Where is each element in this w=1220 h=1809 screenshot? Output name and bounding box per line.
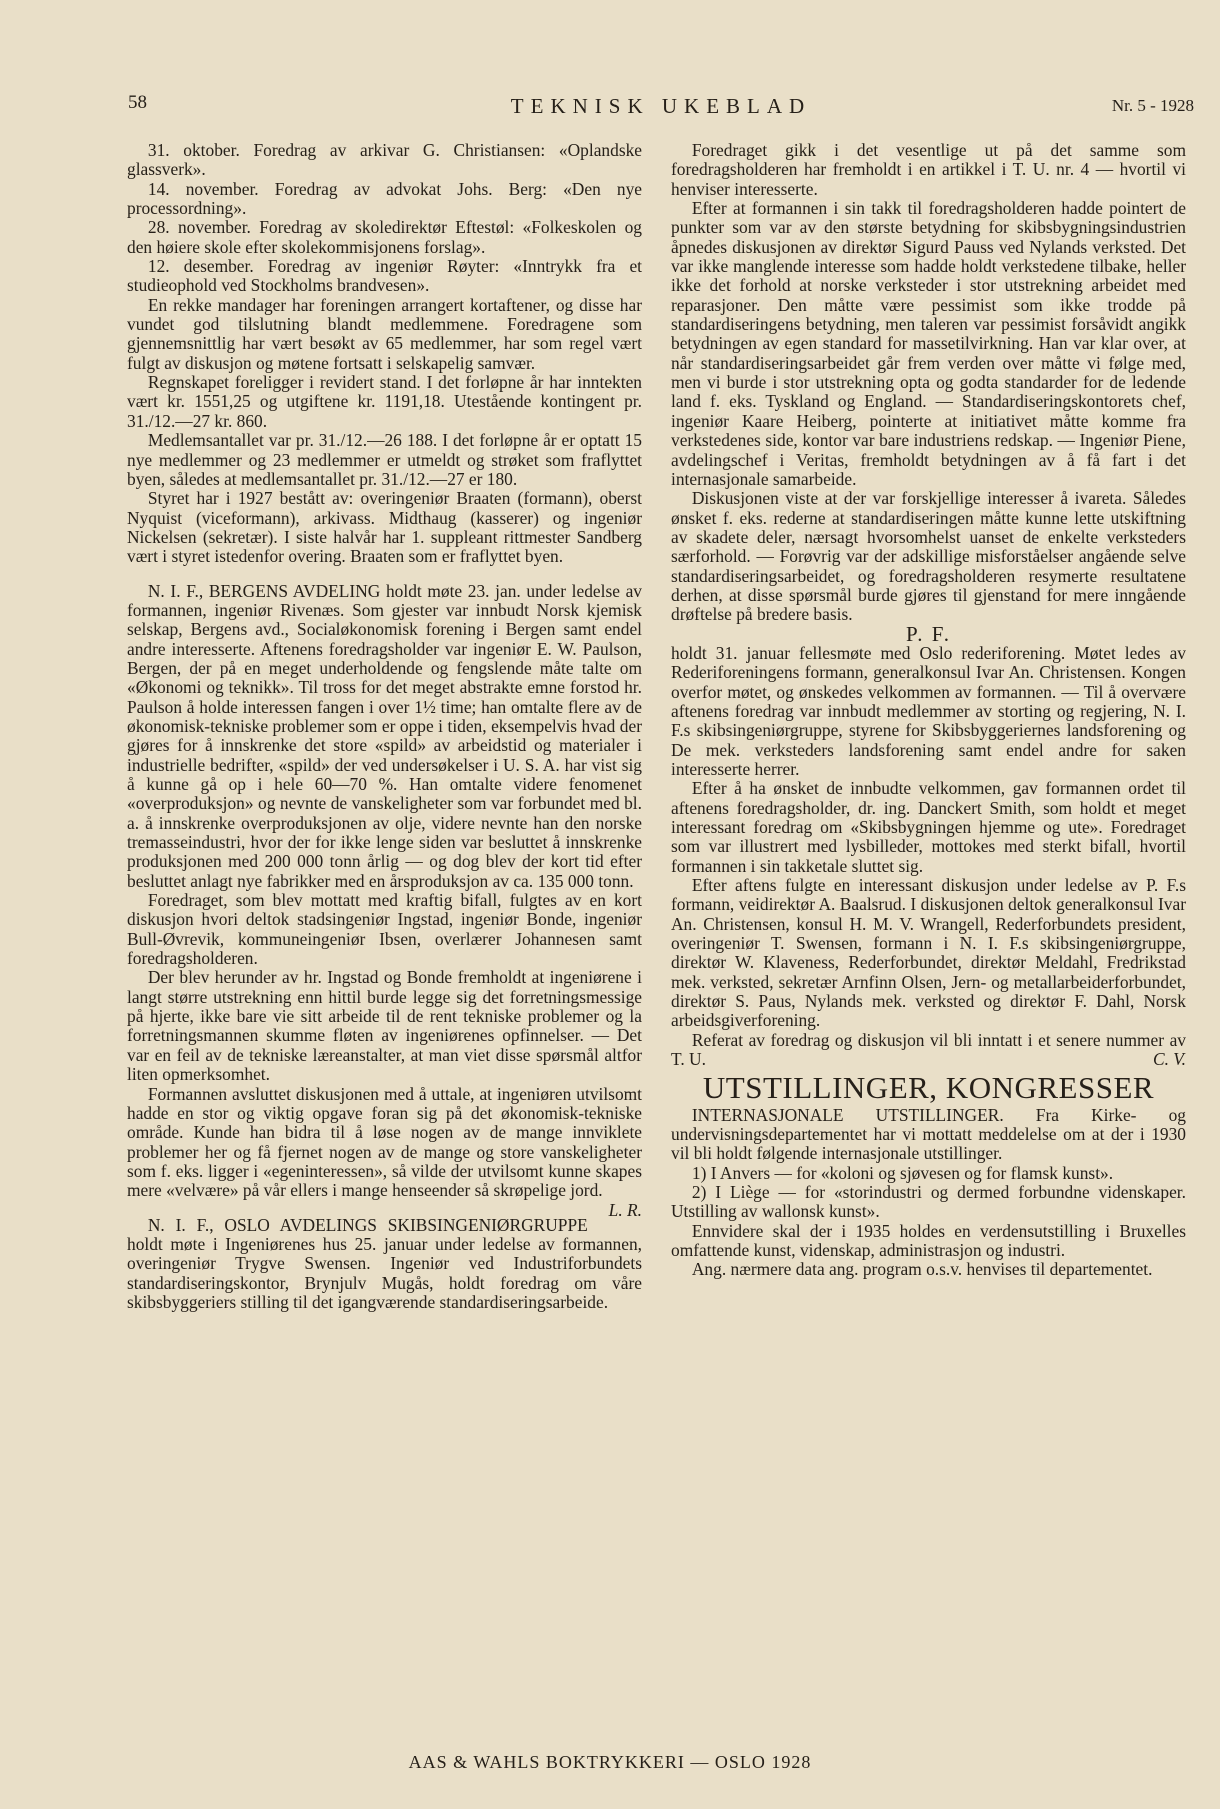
- paragraph: Efter å ha ønsket de innbudte velkommen, gav formannen ordet til aftenens foredragsholder, dr. ing. Danckert Smith, som holdt et meget interessant foredrag om «Skibsbygningen hjemme og ute». Foredraget som var illustrert med lysbilleder, mottokes med sterkt bifall, hvortil formannen i sin takketale sluttet sig.: [671, 778, 1186, 876]
- paragraph: En rekke mandager har foreningen arrangert kortaftener, og disse har vundet god tilslutning blandt medlemmene. Foredragene som gjennemsnittlig har vært besøkt av 65 medlemmer, har som regel vært fulgt av diskusjon og møtene fortsatt i selskapelig samvær.: [127, 294, 642, 373]
- paragraph: Foredraget gikk i det vesentlige ut på det samme som foredragsholderen har fremholdt i en artikkel i T. U. nr. 4 — hvortil vi henviser interesserte.: [671, 140, 1186, 199]
- page-header: [128, 92, 1194, 124]
- paragraph: Ennvidere skal der i 1935 holdes en verdensutstilling i Bruxelles omfattende kunst, videnskap, administrasjon og industri.: [671, 1220, 1186, 1260]
- paragraph: N. I. F., OSLO AVDELINGS SKIBSINGENIØRGRUPPE holdt møte i Ingeniørenes hus 25. januar under ledelse av formannen, overingeniør Trygve Swensen. Ingeniør ved Industriforbundets standardiseringskontor, Brynjulv Mugås, holdt foredrag om våre skibsbyggeriers stilling til det igangværende standardiseringsarbeide.: [127, 1214, 642, 1312]
- paragraph-text: Referat av foredrag og diskusjon vil bli inntatt i et senere nummer av T. U.: [671, 1029, 1186, 1070]
- paragraph: 2) I Liège — for «storindustri og dermed forbundne videnskaper. Utstilling av wallonsk kunst».: [671, 1181, 1186, 1222]
- paragraph: 1) I Anvers — for «koloni og sjøvesen og for flamsk kunst».: [691, 1162, 1114, 1183]
- paragraph: INTERNASJONALE UTSTILLINGER. Fra Kirke- og undervisningsdepartementet har vi mottatt meddelelse om at der i 1930 vil bli holdt følgende internasjonale utstillinger.: [671, 1104, 1186, 1164]
- paragraph: Der blev herunder av hr. Ingstad og Bonde fremholdt at ingeniørene i langt større utstrekning enn hittil burde legge sig det forretningsmessige på hjerte, ikke bare vie sitt arbeide til de rent tekniske problemer og la forretningsmannen skumme fløten av ingeniørenes opfinnelser. — Det var en feil av de tekniske læreanstalter, at man viet disse spørsmål altfor liten opmerksomhet.: [127, 967, 642, 1085]
- right-column: [671, 141, 1186, 1280]
- page-number: 58: [128, 92, 147, 113]
- printer-footer: AAS & WAHLS BOKTRYKKERI — OSLO 1928: [408, 1752, 812, 1772]
- paragraph: 12. desember. Foredrag av ingeniør Røyter: «Inntrykk fra et studieophold ved Stockholms brandvesen».: [127, 256, 642, 296]
- author-signature: C. V.: [1152, 1049, 1186, 1070]
- paragraph-with-signature: [127, 1083, 642, 1220]
- section-title: UTSTILLINGER, KONGRESSER: [702, 1069, 1155, 1105]
- author-signature: L. R.: [608, 1199, 642, 1220]
- paragraph: Foredraget, som blev mottatt med kraftig bifall, fulgtes av en kort diskusjon hvori deltok stadsingeniør Ingstad, ingeniør Bonde, ingeniør Bull-Øvrevik, kommuneingeniør Ibsen, overlærer Johannesen samt foredragsholderen.: [127, 890, 642, 969]
- section-heading: P. F.: [905, 621, 952, 646]
- paragraph: Regnskapet foreligger i revidert stand. I det forløpne år har inntekten vært kr. 1551,25 og utgiftene kr. 1191,18. Utestående kontingent pr. 31./12.—27 kr. 860.: [127, 372, 642, 431]
- paragraph: Efter aftens fulgte en interessant diskusjon under ledelse av P. F.s formann, veidirektør A. Baalsrud. I diskusjonen deltok generalkonsul Ivar An. Christensen, konsul H. M. V. Wrangell, Rederforbundets president, overingeniør T. Swensen, formann i N. I. F.s skibsingeniørgruppe, direktør W. Klaveness, Rederforbundet, direktør Meldahl, Fredrikstad mek. verksted, sekretær Arnfinn Olsen, Jern- og metallarbeiderforbundet, direktør S. Paus, Nylands mek. verksted og direktør F. Dahl, Norsk arbeidsgiverforening.: [671, 875, 1186, 1031]
- paragraph-with-signature: [671, 1031, 1186, 1070]
- paragraph-text: Formannen avsluttet diskusjonen med å uttale, at ingeniøren utvilsomt hadde en stor og viktig opgave foran sig på det økonomisk-tekniske område. Kunde han bidra til å løse nogen av de mange innviklete problemer her og få fjernet nogen av de mange og store vanskeligheter som f. eks. ligger i «egeninteressen», så vilde der utvilsomt kunne skapes mere «velvære» på vår ellers i mange henseender så skrøpelige jord.: [127, 1083, 642, 1201]
- paragraph: holdt 31. januar fellesmøte med Oslo rederiforening. Møtet ledes av Rederiforeningens formann, generalkonsul Ivar An. Christensen. Kongen overfor møtet, og ønskedes velkommen av formannen. — Til å overvære aftenens foredrag var innbudt medlemmer av storting og regjering, N. I. F.s skibsingeniørgruppe, styrene for Skibsbyggeriernes landsforening og De mek. verksteders landsforening samt endel andre for saken interesserte herrer.: [671, 642, 1186, 779]
- paragraph: 14. november. Foredrag av advokat Johs. Berg: «Den nye processordning».: [127, 178, 642, 219]
- paragraph: Diskusjonen viste at der var forskjellige interesser å ivareta. Således ønsket f. eks. rederne at standardiseringen måtte kunne lette utskiftning av skadete deler, nærsagt hvorsomhelst uanset de enkelte verksteders særforhold. — Forøvrig var der adskillige misforståelser angående selve standardiseringsarbeidet, og foredragsholderen resymerte resultatene derhen, at disse spørsmål burde gjøres til gjenstand for mere inngående drøftelse på bredere basis.: [671, 488, 1186, 625]
- issue-label: Nr. 5 - 1928: [1111, 96, 1194, 115]
- paragraph: Efter at formannen i sin takk til foredragsholderen hadde pointert de punkter som var av den største betydning for skibsbygningsindustrien åpnedes diskusjonen av direktør Sigurd Pauss ved Nylands verksted. Det var ikke manglende interesse som hadde holdt verkstedene tilbake, heller ikke det forhold at norske verksteder i stor utstrekning arbeidet med reparasjoner. Den måtte være pessimist som ikke trodde på standardiseringens betydning, men taleren var pessimist forsåvidt angikk betydningen av egen standard for massetilvirkning. Han var klar over, at når standardiseringsarbeidet går frem verden over måtte vi følge med, men vi burde i stor utstrekning opta og godta standarder for de ledende land f. eks. Tyskland og England. — Standardiseringskontorets chef, ingeniør Kaare Heiberg, pointerte at initiativet måtte komme fra verkstedenes side, kontor var bare industriens redskap. — Ingeniør Piene, avdelingschef i Veritas, fremholdt betydningen av å få fart i det internasjonale samarbeide.: [671, 198, 1186, 489]
- paragraph: Medlemsantallet var pr. 31./12.—26 188. I det forløpne år er optatt 15 nye medlemmer og 23 medlemmer er utmeldt og strøket som fraflyttet byen, således at medlemsantallet pr. 31./12.—27 er 180.: [127, 430, 642, 489]
- paragraph: Ang. nærmere data ang. program o.s.v. henvises til departementet.: [691, 1259, 1153, 1280]
- journal-title: TEKNISK UKEBLAD: [510, 94, 812, 118]
- paragraph: Styret har i 1927 bestått av: overingeniør Braaten (formann), oberst Nyquist (viceformann), arkivass. Midthaug (kasserer) og ingeniør Nickelsen (sekretær). I siste halvår har 1. suppleant rittmester Sandberg vært i styret istedenfor overing. Braaten som er fraflyttet byen.: [127, 488, 642, 567]
- paragraph: N. I. F., BERGENS AVDELING holdt møte 23. jan. under ledelse av formannen, ingeniør Rivenæs. Som gjester var innbudt Norsk kjemisk selskap, Bergens avd., Socialøkonomisk forening i Bergen samt endel andre interesserte. Aftenens foredragsholder var ingeniør E. W. Paulson, Bergen, der på en meget underholdende og fengslende måte talte om «Økonomi og teknikk». Til tross for det meget abstrakte emne forstod hr. Paulson å holde interessen fangen i over 1½ time; han omtalte flere av de økonomisk-tekniske problemer som er oppe i tiden, eksempelvis hvad der gjøres for å innskrenke det store «spild» av arbeidstid og materialer i industrielle bedrifter, «spild» der ved undersøkelser i U. S. A. har vist sig å kunne gå op i hele 60—70 %. Han omtalte videre fenomenet «overproduksjon» og nevnte de vanskeligheter som var forbundet med bl. a. å innskrenke overproduksjonen av olje, videre nevnte han den norske tremasseindustri, hvor der for ikke lenge siden var besluttet å innskrenke produksjonen med 200 000 tonn årlig — og dog blev der kort tid efter besluttet anlagt nye fabrikker med en årsproduksjon av ca. 135 000 tonn.: [127, 580, 642, 891]
- left-column: [127, 141, 642, 1312]
- paragraph: 28. november. Foredrag av skoledirektør Eftestøl: «Folkeskolen og den høiere skole efter skolekommisjonens forslag».: [127, 217, 642, 257]
- paragraph: 31. oktober. Foredrag av arkivar G. Christiansen: «Oplandske glassverk».: [127, 140, 642, 180]
